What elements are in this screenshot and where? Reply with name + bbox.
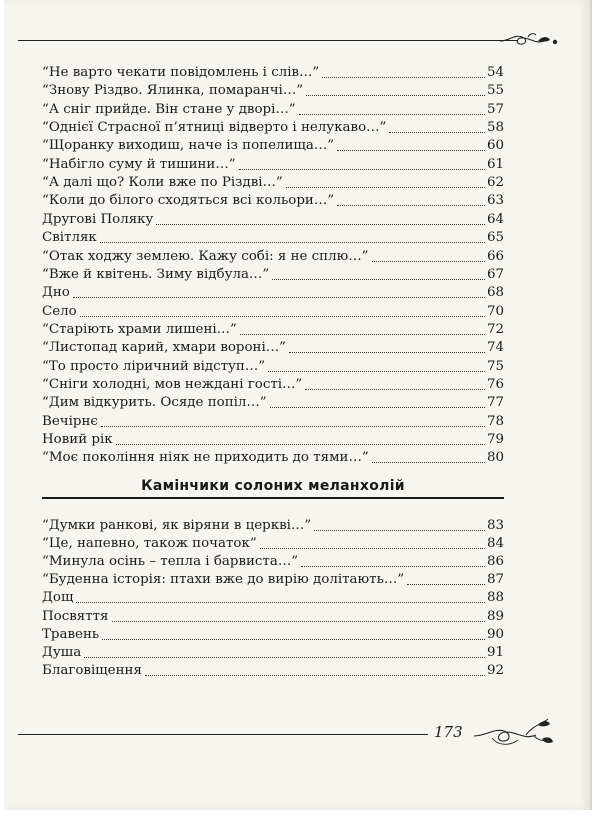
toc-entry-page: 63 (486, 193, 504, 209)
toc-entry-page: 54 (486, 65, 504, 80)
toc-entry-title: Другові Поляку (42, 211, 154, 227)
toc-entry-title: “Минула осінь – тепла і барвиста…” (42, 554, 299, 570)
toc-entry (42, 155, 504, 173)
toc-entry-page: 83 (486, 518, 504, 533)
section-heading: Камінчики солоних меланхолій (141, 478, 405, 494)
toc-entry-page: 79 (486, 432, 504, 447)
toc-dot-leader (156, 224, 485, 225)
toc-entry-title: Душа (42, 644, 82, 660)
book-page (4, 0, 592, 810)
toc-dot-leader (270, 407, 485, 408)
toc-dot-leader (268, 371, 485, 372)
toc-entry (42, 625, 504, 643)
toc-entry-page: 74 (486, 340, 504, 356)
toc-entry-page: 65 (486, 230, 504, 246)
toc-entry (42, 338, 504, 356)
toc-entry-page: 78 (486, 413, 504, 429)
toc-entry (42, 320, 504, 338)
toc-entry-title: “Вже й квітень. Зиму відбула…” (42, 266, 270, 282)
toc-entry-page: 61 (486, 156, 504, 172)
toc-dot-leader (289, 352, 485, 353)
toc-entry (42, 534, 504, 552)
toc-dot-leader (372, 261, 485, 262)
toc-entry (42, 412, 504, 430)
toc-dot-leader (84, 657, 485, 658)
toc-entry-page: 55 (486, 83, 504, 99)
toc-entry (42, 302, 504, 320)
toc-dot-leader (76, 602, 485, 603)
flourish-ornament-icon (472, 716, 556, 750)
page-number: 173 (434, 723, 463, 741)
toc-entry-title: Дощ (42, 590, 74, 606)
toc-dot-leader (102, 639, 485, 640)
toc-entry-page: 87 (486, 572, 504, 588)
toc-entry-title: “Старіють храми лишені…” (42, 321, 237, 337)
toc-entry-title: “Отак ходжу землею. Кажу собі: я не сплю…” (42, 248, 369, 264)
toc-entry (42, 393, 504, 411)
toc-dot-leader (322, 77, 485, 78)
toc-entry (42, 283, 504, 301)
toc-entry-title: “То просто ліричний відступ…” (42, 358, 266, 374)
toc-entry-title: “Щоранку виходиш, наче із попелища…” (42, 138, 335, 154)
toc-entry-page: 58 (486, 120, 504, 136)
toc-entry-page: 72 (486, 321, 504, 337)
toc-dot-leader (73, 297, 485, 298)
toc-entry-title: “Це, напевно, також початок” (42, 536, 257, 552)
toc-entry (42, 661, 504, 679)
toc-entry-title: “Однієї Страсної п’ятниці відверто і нелукаво…” (42, 120, 387, 136)
toc-entry-page: 91 (486, 644, 504, 660)
toc-entry-page: 92 (486, 662, 504, 678)
toc-entry (42, 588, 504, 606)
toc-entry-page: 60 (486, 138, 504, 154)
toc-dot-leader (306, 95, 485, 96)
toc-entry-page: 88 (486, 590, 504, 606)
toc-entry (42, 375, 504, 393)
toc-entry (42, 448, 504, 466)
toc-entry (42, 173, 504, 191)
toc-entry-page: 64 (486, 211, 504, 227)
toc-dot-leader (286, 187, 485, 188)
toc-entry-page: 68 (486, 285, 504, 301)
toc-entry-title: “Думки ранкові, як віряни в церкві…” (42, 518, 312, 533)
toc-dot-leader (100, 242, 485, 243)
flourish-ornament-icon (498, 30, 562, 50)
toc-entry (42, 552, 504, 570)
toc-entry-title: “Листопад карий, хмари вороні…” (42, 340, 286, 356)
toc-entry-title: Дно (42, 285, 70, 301)
toc-entry-title: Село (42, 303, 77, 319)
toc-entry-title: “А сніг прийде. Він стане у дворі…” (42, 101, 296, 117)
toc-entry-page: 70 (486, 303, 504, 319)
toc-entry (42, 430, 504, 448)
toc-entry-page: 57 (486, 101, 504, 117)
toc-entry (42, 357, 504, 375)
toc-entry-title: “Сніги холодні, мов неждані гості…” (42, 376, 303, 392)
toc-dot-leader (116, 444, 485, 445)
toc-entry-title: “Набігло суму й тишини…” (42, 156, 236, 172)
toc-entry-page: 75 (486, 358, 504, 374)
footer-rule (18, 734, 428, 735)
toc-entry-page: 89 (486, 608, 504, 624)
toc-entry-page: 86 (486, 554, 504, 570)
toc-entry-title: “Знову Різдво. Ялинка, помаранчі…” (42, 83, 304, 99)
toc-entry-page: 80 (486, 450, 504, 466)
toc-dot-leader (239, 169, 485, 170)
toc-dot-leader (305, 389, 485, 390)
toc-dot-leader (389, 132, 485, 133)
section-heading-rule (42, 497, 504, 499)
toc-dot-leader (101, 426, 485, 427)
toc-entry-page: 62 (486, 175, 504, 191)
toc-entry-title: Новий рік (42, 432, 113, 447)
toc-entry (42, 570, 504, 588)
toc-entry (42, 118, 504, 136)
toc-entry (42, 247, 504, 265)
toc-entry (42, 191, 504, 209)
toc-entry-title: Благовіщення (42, 662, 142, 678)
toc-entry (42, 81, 504, 99)
toc-dot-leader (145, 675, 485, 676)
toc-entry (42, 607, 504, 625)
toc-entry-page: 84 (486, 536, 504, 552)
toc-entry (42, 100, 504, 118)
toc-entry-title: “Не варто чекати повідомлень і слів…” (42, 65, 320, 80)
toc-entry-page: 90 (486, 626, 504, 642)
toc-entry-page: 66 (486, 248, 504, 264)
toc-entry-title: “Моє покоління ніяк не приходить до тями…” (42, 450, 369, 466)
toc-dot-leader (299, 114, 485, 115)
toc-entry-title: Вечірнє (42, 413, 98, 429)
toc-dot-leader (260, 548, 485, 549)
toc-entry-title: “Дим відкурить. Осяде попіл…” (42, 395, 267, 411)
toc-dot-leader (337, 205, 485, 206)
toc-dot-leader (272, 279, 485, 280)
toc-entry (42, 643, 504, 661)
toc-entry (42, 265, 504, 283)
toc-entry-page: 76 (486, 376, 504, 392)
header-rule (18, 40, 518, 41)
toc-entry-title: “Коли до білого сходяться всі кольори…” (42, 193, 335, 209)
toc-entry-page: 77 (486, 395, 504, 411)
toc-dot-leader (301, 566, 485, 567)
toc-entry-page: 67 (486, 266, 504, 282)
toc-dot-leader (80, 316, 485, 317)
toc-dot-leader (112, 621, 485, 622)
toc-entry (42, 516, 504, 534)
toc-entry (42, 63, 504, 81)
toc-entry-title: “Буденна історія: птахи вже до вирію долітають…” (42, 572, 405, 588)
toc-dot-leader (240, 334, 485, 335)
toc-dot-leader (407, 584, 485, 585)
toc-entry-title: Посвяття (42, 608, 109, 624)
toc-entry-title: Світляк (42, 230, 97, 246)
toc-entry (42, 210, 504, 228)
toc-dot-leader (337, 150, 485, 151)
toc-entry-title: “А далі що? Коли вже по Різдві…” (42, 175, 283, 191)
toc-entry (42, 136, 504, 154)
toc-entry-title: Травень (42, 626, 100, 642)
toc-dot-leader (372, 462, 485, 463)
toc-dot-leader (314, 530, 485, 531)
toc-entry (42, 228, 504, 246)
